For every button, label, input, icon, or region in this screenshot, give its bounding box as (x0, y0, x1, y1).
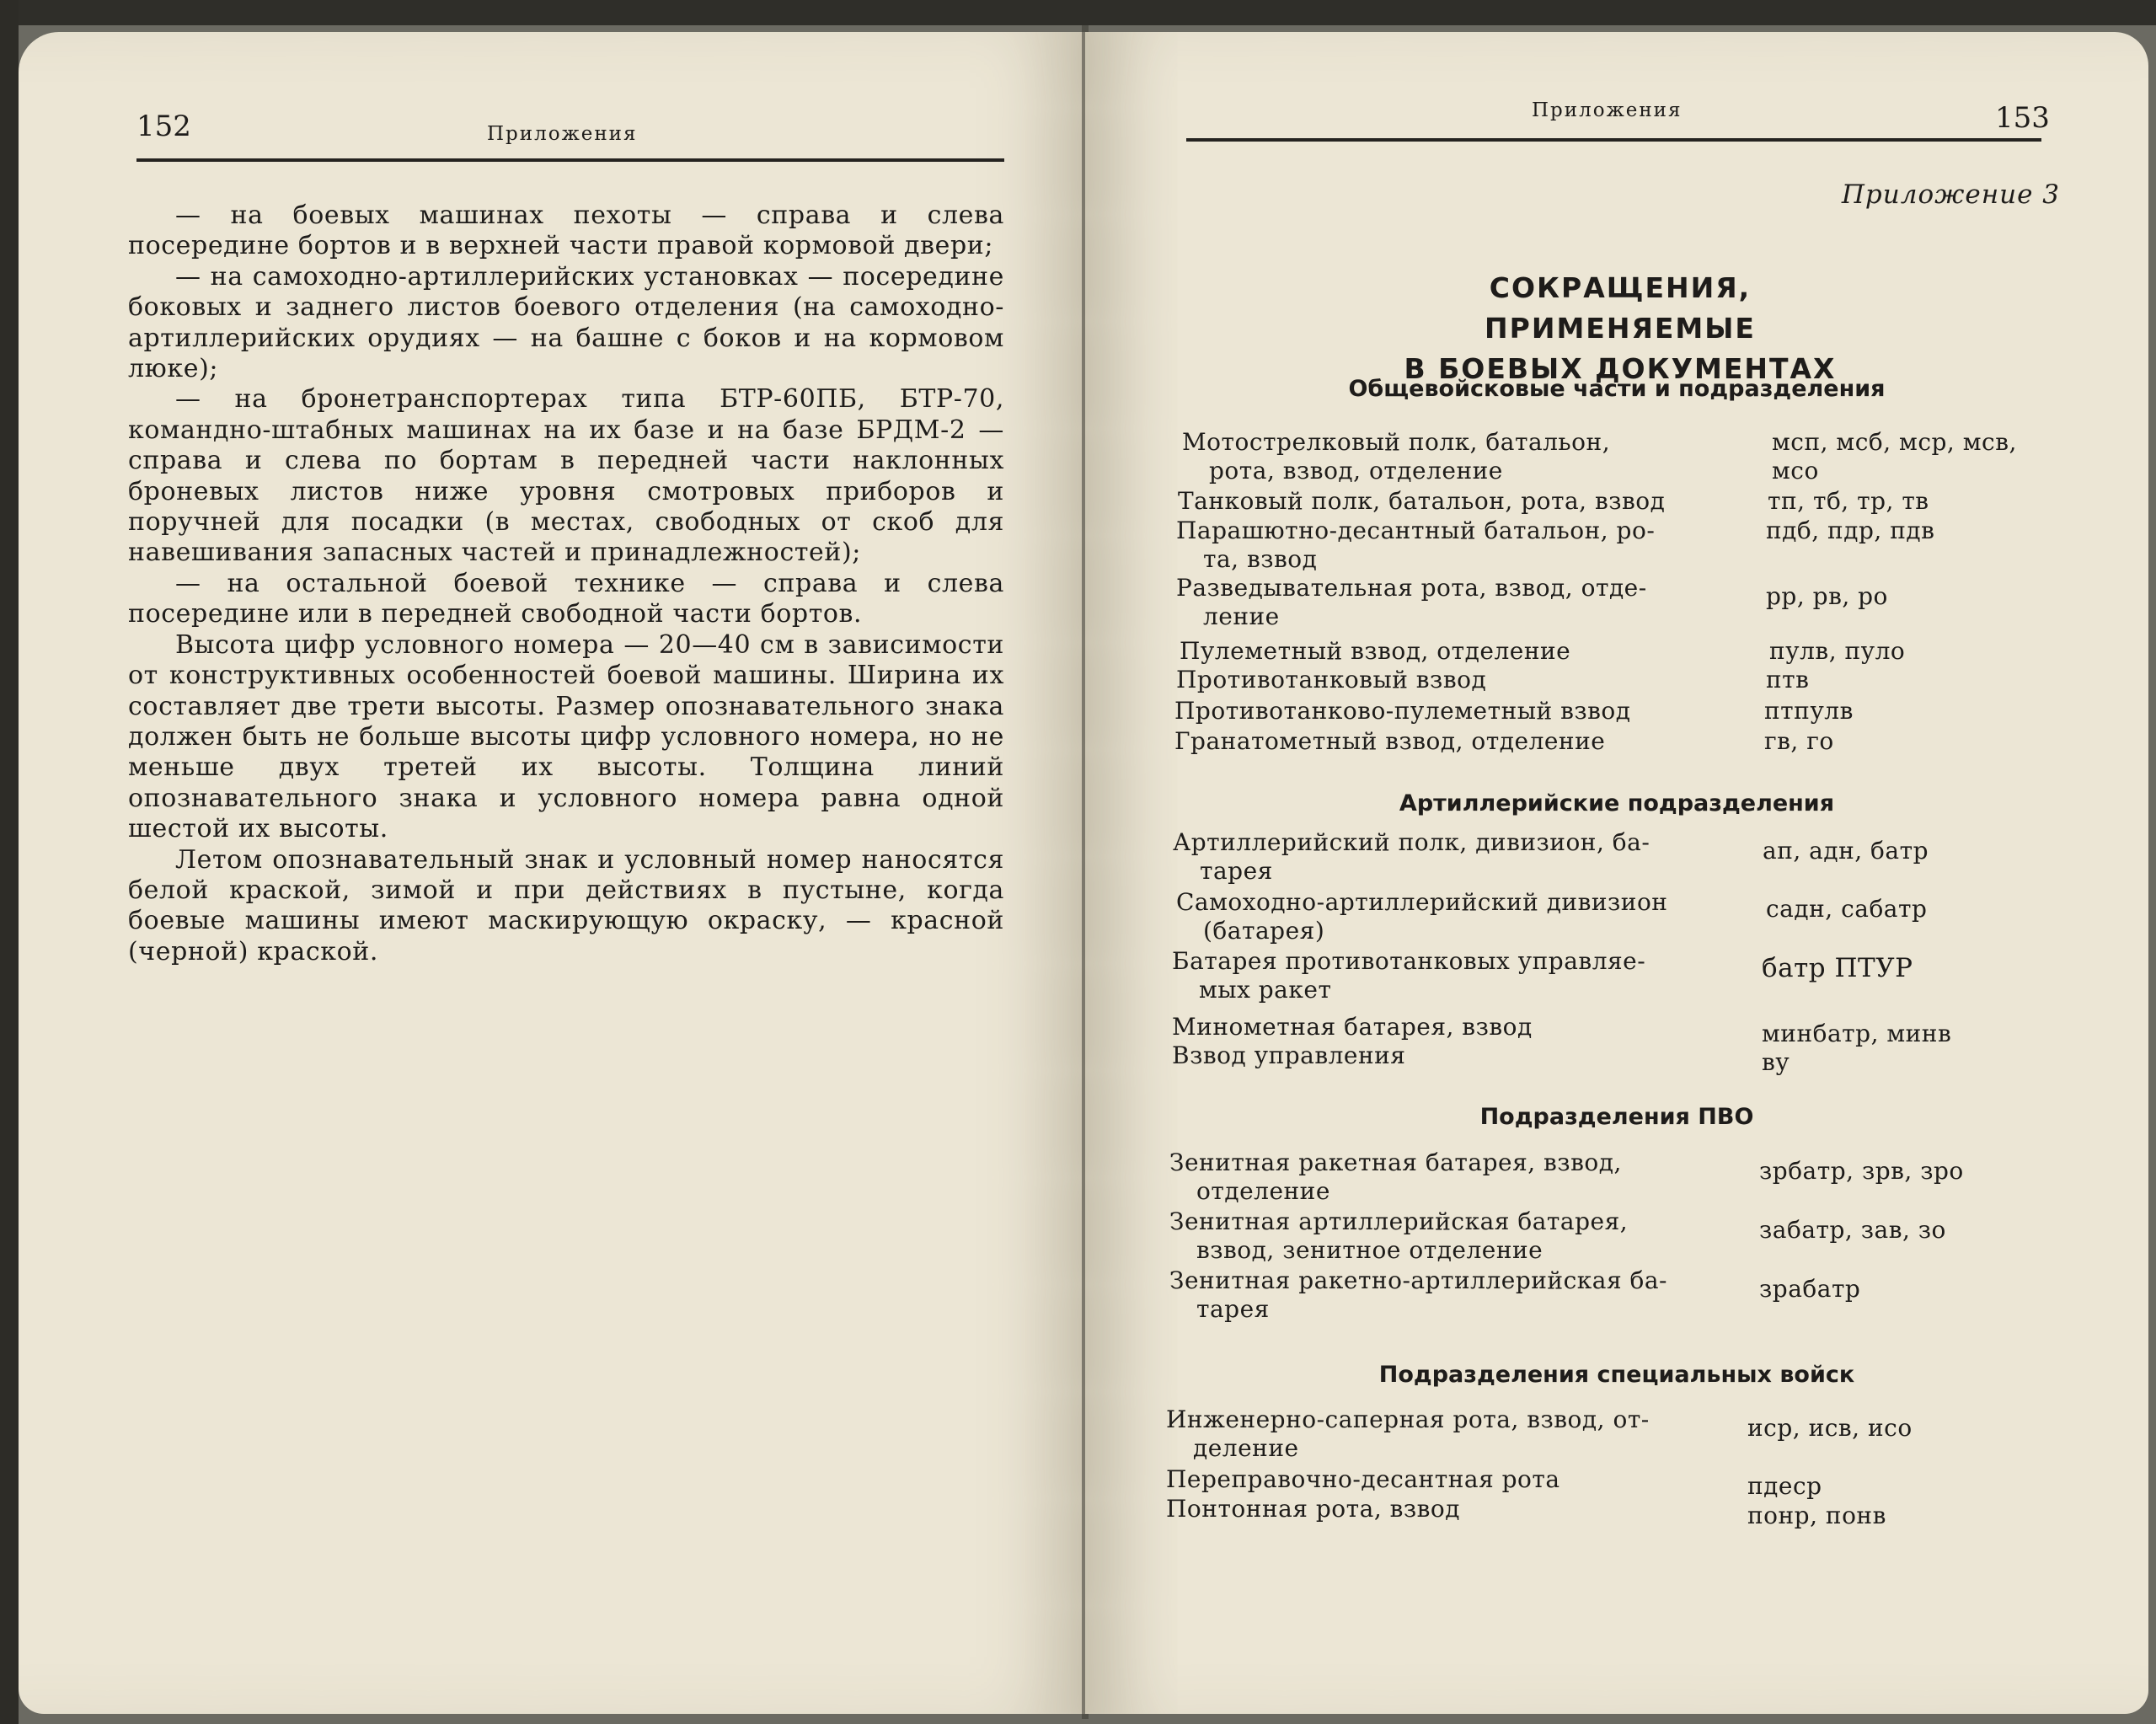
section-title: Подразделения ПВО (1479, 1104, 1754, 1130)
abbreviation: минбатр, минв (1762, 1020, 1952, 1047)
paragraph: — на бронетранспортерах типа БТР-60ПБ, БТР-70, командно-штабных машинах на их базе и на базе БРДМ-2 — справа и слева по бортам в передней части наклонных броневых листов ниже уровня смотровых приборов и поручней для посадки (в местах, свободных от скоб для навешивания запасных частей и принадлежностей); (128, 384, 1004, 568)
header-rule-right (1186, 138, 2041, 142)
abbreviation: иср, исв, исо (1747, 1414, 1913, 1442)
abbreviation: зрбатр, зрв, зро (1759, 1157, 1964, 1185)
term: Зенитная артиллерийская батарея, взвод, зенитное отделение (1169, 1207, 1629, 1264)
term: Пулеметный взвод, отделение (1180, 637, 1571, 665)
abbreviation: птв (1766, 666, 1810, 693)
term: Мотострелковый полк, батальон, рота, взвод, отделение (1182, 428, 1611, 485)
book-edge (0, 0, 19, 1724)
paragraph: — на боевых машинах пехоты — справа и слева посередине бортов и в верхней части правой кормовой двери; (128, 201, 1004, 261)
paragraph: Высота цифр условного номера — 20—40 см в зависимости от конструктивных особенностей боевой машины. Ширина их составляет две трети высоты. Размер опознавательного знака должен быть не больше высоты цифр условного номера, но не меньше двух третей их высоты. Толщина линий опознавательного знака и условного номера равна одной шестой их высоты. (128, 629, 1004, 844)
term: Разведывательная рота, взвод, отде- ление (1176, 574, 1647, 630)
running-head-left: Приложения (487, 123, 638, 145)
appendix-title (1397, 268, 1843, 389)
abbreviation: мсп, мсб, мср, мсв, мсо (1772, 428, 2017, 485)
page-number-left: 152 (136, 110, 191, 143)
term: Батарея противотанковых управляе- мых ракет (1172, 947, 1646, 1004)
running-head-right: Приложения (1532, 99, 1683, 121)
term: Противотанково-пулеметный взвод (1174, 697, 1631, 725)
abbreviation: забатр, зав, зо (1759, 1216, 1946, 1244)
abbreviation: ву (1762, 1048, 1790, 1076)
header-rule-left (136, 158, 1004, 162)
abbreviation: ап, адн, батр (1763, 837, 1929, 865)
term: Инженерно-саперная рота, взвод, от- деление (1166, 1405, 1650, 1462)
title-line: СОКРАЩЕНИЯ, ПРИМЕНЯЕМЫЕ (1485, 271, 1756, 345)
term: Гранатометный взвод, отделение (1174, 727, 1606, 755)
left-page (19, 32, 1085, 1714)
abbreviation: зрабатр (1759, 1275, 1861, 1303)
abbreviation: рр, рв, ро (1766, 582, 1888, 610)
abbreviation: тп, тб, тр, тв (1768, 487, 1929, 515)
abbreviation: понр, понв (1747, 1502, 1886, 1529)
abbreviation: пдеср (1747, 1472, 1822, 1500)
paragraph: — на остальной боевой технике — справа и слева посередине или в передней свободной части бортов. (128, 568, 1004, 629)
section-title: Общевойсковые части и подразделения (1348, 376, 1886, 402)
abbreviation: пулв, пуло (1769, 637, 1906, 665)
body-text (128, 201, 1004, 967)
term: Понтонная рота, взвод (1166, 1495, 1461, 1523)
term: Переправочно-десантная рота (1166, 1465, 1560, 1493)
page-number-right: 153 (1995, 101, 2050, 135)
paragraph: — на самоходно-артиллерийских установках — посередине боковых и заднего листов боевого отделения (на самоходно-артиллерийских орудиях — на башне с боков и на кормовом люке); (128, 261, 1004, 384)
abbreviation: птпулв (1764, 697, 1854, 725)
term: Самоходно-артиллерийский дивизион (батарея) (1176, 888, 1668, 945)
term: Танковый полк, батальон, рота, взвод (1178, 487, 1666, 515)
abbreviation: батр ПТУР (1762, 953, 1913, 983)
term: Противотанковый взвод (1176, 666, 1487, 693)
term: Взвод управления (1172, 1041, 1406, 1069)
abbreviation: пдб, пдр, пдв (1766, 517, 1935, 544)
term: Артиллерийский полк, дивизион, ба- тарея (1173, 828, 1650, 885)
term: Парашютно-десантный батальон, ро- та, взвод (1176, 517, 1656, 573)
title-line: В БОЕВЫХ ДОКУМЕНТАХ (1404, 352, 1837, 385)
section-title: Артиллерийские подразделения (1399, 790, 1835, 816)
background-top (0, 0, 2156, 25)
paragraph: Летом опознавательный знак и условный номер наносятся белой краской, зимой и при действиях в пустыне, когда боевые машины имеют маскирующую окраску, — красной (черной) краской. (128, 844, 1004, 966)
right-page (1085, 32, 2148, 1714)
abbreviation: садн, сабатр (1766, 895, 1928, 923)
section-title: Подразделения специальных войск (1378, 1362, 1855, 1388)
term: Минометная батарея, взвод (1172, 1013, 1533, 1041)
appendix-label: Приложение 3 (1841, 179, 2060, 210)
term: Зенитная ракетно-артиллерийская ба- тарея (1169, 1266, 1668, 1323)
term: Зенитная ракетная батарея, взвод, отделение (1169, 1148, 1622, 1205)
abbreviation: гв, го (1764, 727, 1834, 755)
